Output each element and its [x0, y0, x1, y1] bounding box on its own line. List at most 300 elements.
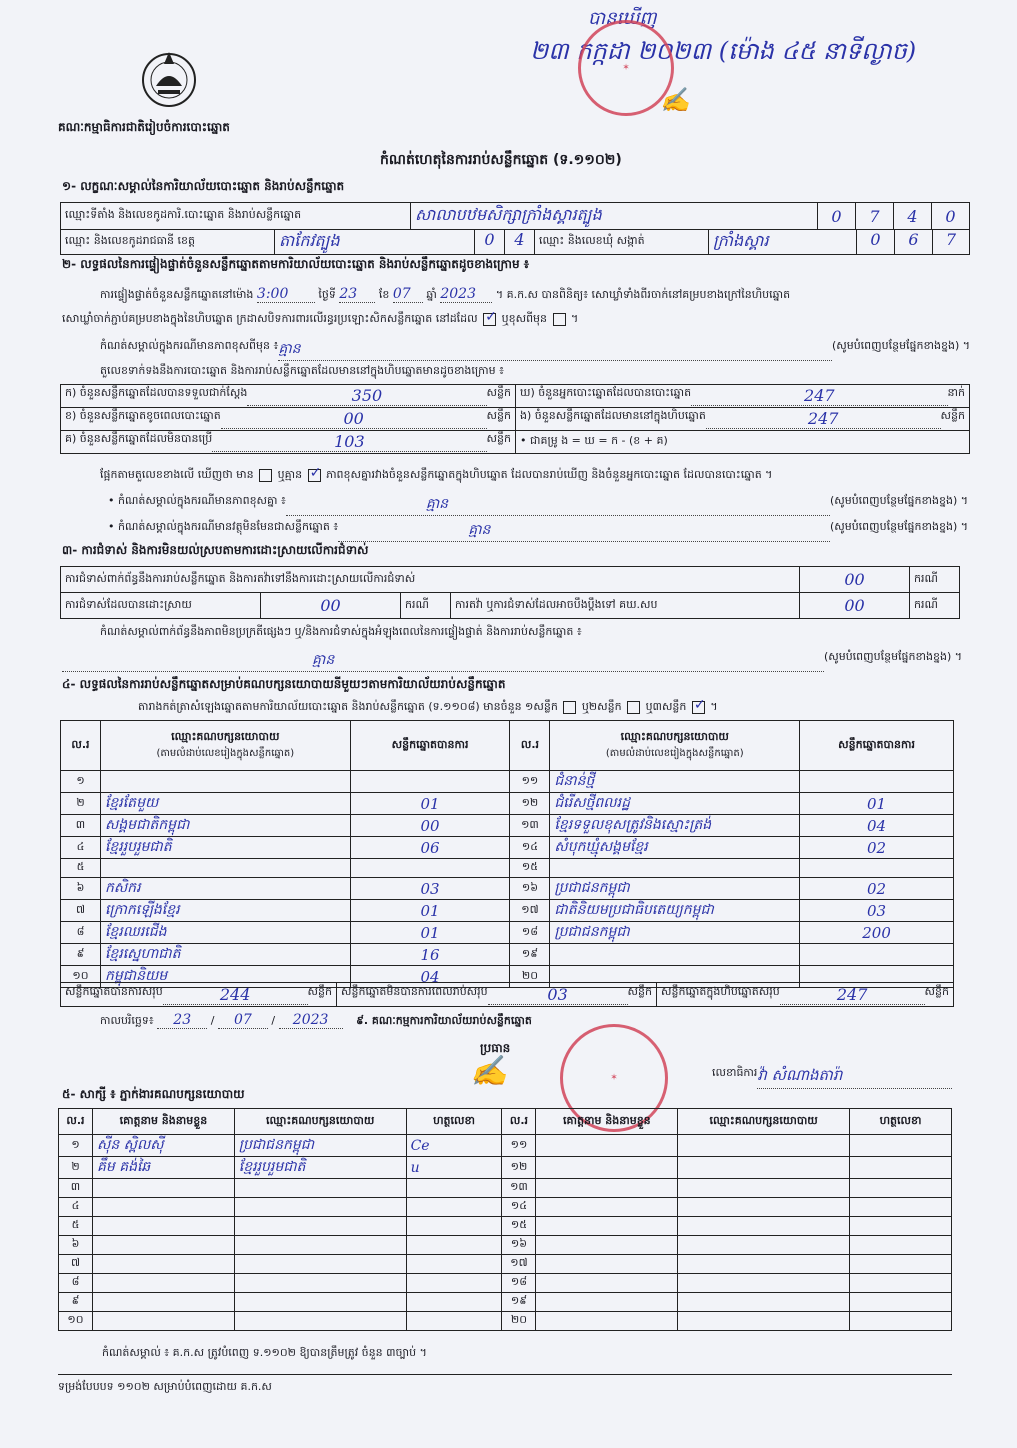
row-number: ៩ [61, 944, 101, 966]
witness-name [92, 1179, 234, 1198]
tally-intro-b: ឬ២សន្លឹក [581, 700, 622, 713]
witness-name [92, 1293, 234, 1312]
party-votes: 04 [350, 966, 510, 988]
verification-line-2 [62, 312, 972, 328]
witness-signature: Ce [406, 1135, 502, 1157]
row-number: ៥ [61, 859, 101, 878]
secretary-label: លេខាធិការ [712, 1066, 758, 1079]
date-day: 23 [157, 1012, 207, 1029]
witness-name [536, 1312, 678, 1331]
spoiled-label: ខ) ចំនួនសន្លឹកឆ្នោតខូចពេលបោះឆ្នោត [65, 409, 221, 422]
witness-party [678, 1312, 850, 1331]
row-number: ១៥ [502, 1217, 536, 1236]
unit-label: សន្លឹក [924, 984, 949, 998]
table-row [59, 1293, 952, 1312]
bullet2-line [108, 520, 968, 542]
total-box-value: 247 [780, 985, 925, 1005]
figures-table [60, 384, 970, 454]
party-name: កម្ពុជានិយម [100, 966, 350, 988]
party-votes [800, 859, 954, 878]
witness-party [678, 1255, 850, 1274]
witness-name [536, 1236, 678, 1255]
col-no: ល.រ [510, 721, 550, 771]
witness-signature [406, 1217, 502, 1236]
year-label: ឆ្នាំ [426, 288, 437, 301]
witness-party [234, 1179, 406, 1198]
row-number: ១១ [502, 1135, 536, 1157]
row-number: ១ [59, 1135, 93, 1157]
row-number: ១០ [61, 966, 101, 988]
no-discrepancy-checkbox[interactable] [308, 469, 321, 482]
party-votes: 02 [800, 837, 954, 859]
irregularity-note: កំណត់សម្គាល់ពាក់ព័ន្ធនឹងភាពមិនប្រក្រតីផ្សេងៗ ឬ/និងការជំទាស់ក្នុងអំឡុងពេលនៃការផ្ទៀងផ្ទាត់ និងការរាប់សន្លឹកឆ្នោត ៖ [100, 625, 582, 638]
change-note-label: កំណត់សម្គាល់ក្នុងករណីមានភាពខុសពីមុន ៖ [100, 339, 279, 352]
witness-signature [406, 1274, 502, 1293]
discrepancy-text-b: ឬគ្មាន [277, 468, 303, 481]
objections-value: 00 [800, 567, 910, 593]
voters-label: ឃ) ចំនួនអ្នកបោះឆ្នោតដែលបានបោះឆ្នោត [520, 386, 692, 399]
row-number: ១៨ [502, 1274, 536, 1293]
row-number: ៣ [61, 815, 101, 837]
witness-name: ស៊ីន ស្ពិលស៊ី [92, 1135, 234, 1157]
formula: • ជាគម្រូ ង = ឃ = ក - (ខ + គ) [516, 431, 970, 454]
table-row [61, 878, 954, 900]
party-name: ខ្មែរស្នេហាជាតិ [100, 944, 350, 966]
party-votes: 03 [800, 900, 954, 922]
row-number: ១៣ [510, 815, 550, 837]
row-number: ៧ [59, 1255, 93, 1274]
verification-text-d: ឬខុសពីមុន [501, 312, 548, 325]
table-row [61, 771, 954, 793]
row-number: ១៩ [510, 944, 550, 966]
col-no: ល.រ [61, 721, 101, 771]
row-number: ១៥ [510, 859, 550, 878]
total-box-label: សន្លឹកឆ្នោតក្នុងហិបឆ្នោតសរុប [661, 984, 780, 998]
unit-case: ករណី [401, 593, 451, 619]
party-name: ខ្មែរតែមួយ [100, 793, 350, 815]
witness-party [678, 1293, 850, 1312]
witness-party [234, 1255, 406, 1274]
table-row [59, 1255, 952, 1274]
doc-title: កំណត់ហេតុនៃការរាប់សន្លឹកឆ្នោត (ទ.១១០២) [380, 152, 622, 168]
has-discrepancy-checkbox[interactable] [259, 469, 272, 482]
location-label: ឈ្មោះទីតាំង និងលេខកូដការិ.បោះឆ្នោត និងរាប់សន្លឹកឆ្នោត [61, 203, 411, 230]
verification-line [100, 286, 970, 304]
month-label: ខែ [378, 288, 390, 301]
location-code-digit: 0 [818, 203, 856, 230]
witness-party [234, 1236, 406, 1255]
bullet1-line [108, 494, 968, 516]
party-name [550, 859, 800, 878]
chair-label: ប្រធាន [480, 1041, 511, 1055]
total-valid-label: សន្លឹកឆ្នោតបានការសរុប [65, 984, 163, 998]
row-number: ១៧ [502, 1255, 536, 1274]
row-number: ១២ [510, 793, 550, 815]
chair-signature-icon: ✍ [470, 1054, 508, 1089]
party-name: ជំនាន់ថ្មី [550, 771, 800, 793]
party-votes: 02 [800, 878, 954, 900]
province-label: ឈ្មោះ និងលេខកូដរាជធានី ខេត្ត [61, 230, 275, 254]
witness-signature [406, 1179, 502, 1198]
witness-party [234, 1293, 406, 1312]
table-row [59, 1312, 952, 1331]
witness-name [536, 1198, 678, 1217]
table-row [61, 793, 954, 815]
party-name: កសិករ [100, 878, 350, 900]
witness-party: ប្រជាជនកម្ពុជា [234, 1135, 406, 1157]
spoiled-value: 00 [221, 409, 487, 429]
col-party-label: ឈ្មោះគណបក្សនយោបាយ [620, 730, 729, 743]
row-number: ២០ [502, 1312, 536, 1331]
row-number: ១៨ [510, 922, 550, 944]
row-number: ១ [61, 771, 101, 793]
section2-title: ២- លទ្ធផលនៃការផ្ទៀងផ្ទាត់ចំនួនសន្លឹកឆ្នោតតាមការិយាល័យបោះឆ្នោត និងរាប់សន្លឹកឆ្នោតដូចខាងក្រោម ៖ [62, 257, 530, 271]
total-invalid-label: សន្លឹកឆ្នោតមិនបានការពេលរាប់សរុប [341, 984, 488, 998]
change-note-line [100, 339, 970, 361]
party-votes [350, 771, 510, 793]
committee-label: ៩. គណៈកម្មការការិយាល័យរាប់សន្លឹកឆ្នោត [356, 1014, 532, 1027]
party-name: ក្រោកឡើងខ្មែរ [100, 900, 350, 922]
col-sign: ហត្ថលេខា [406, 1109, 502, 1135]
party-name [550, 944, 800, 966]
col-no: ល.រ [502, 1109, 536, 1135]
witness-party [678, 1274, 850, 1293]
table-row [61, 859, 954, 878]
table-row [59, 1198, 952, 1217]
row-number: ១៤ [502, 1198, 536, 1217]
witness-signature [850, 1274, 952, 1293]
witness-signature [850, 1198, 952, 1217]
witness-signature [406, 1198, 502, 1217]
table-row [59, 1274, 952, 1293]
witness-signature [406, 1255, 502, 1274]
row-number: ១១ [510, 771, 550, 793]
row-number: ២០ [510, 966, 550, 988]
resolved-label: ការជំទាស់ដែលបានដោះស្រាយ [61, 593, 261, 619]
row-number: ៧ [61, 900, 101, 922]
col-name: គោត្តនាម និងនាមខ្លួន [92, 1109, 234, 1135]
date-month: 07 [218, 1012, 268, 1029]
row-number: ១៧ [510, 900, 550, 922]
witness-signature [850, 1179, 952, 1198]
witness-signature [406, 1236, 502, 1255]
location-code-digit: 7 [856, 203, 894, 230]
verification-end: ។ [571, 312, 579, 325]
official-seal-icon: ✶ [578, 20, 674, 116]
col-party-label: ឈ្មោះគណបក្សនយោបាយ [171, 730, 280, 743]
table-row [61, 922, 954, 944]
commune-value: ក្រាំងស្គារ [709, 230, 857, 254]
location-value: សាលាបឋមសិក្សាក្រាំងស្គារត្បូង [411, 203, 818, 230]
party-name: ប្រជាជនកម្ពុជា [550, 922, 800, 944]
bullet2-label: • កំណត់សម្គាល់ក្នុងករណីមានវត្ថុមិនមែនជាសន្លឹកឆ្នោត ៖ [108, 520, 339, 533]
row-number: ១៩ [502, 1293, 536, 1312]
location-code-digit: 0 [932, 203, 970, 230]
party-votes: 06 [350, 837, 510, 859]
party-name [100, 771, 350, 793]
objections-label: ការជំទាស់ពាក់ព័ន្ធនឹងការរាប់សន្លឹកឆ្នោត និងការតវ៉ាទៅនឹងការដោះស្រាយលើការជំទាស់ [61, 567, 800, 593]
verification-month: 07 [393, 286, 423, 303]
witness-signature [850, 1293, 952, 1312]
province-value: តាកែវត្បូង [275, 230, 475, 254]
appeal-value: 00 [800, 593, 910, 619]
form-footer: ទម្រង់បែបបទ ១១០២ សម្រាប់បំពេញដោយ គ.ក.ស [58, 1380, 272, 1393]
one-sheet-checkbox[interactable] [563, 701, 576, 714]
witness-signature: u [406, 1157, 502, 1179]
witness-party [678, 1157, 850, 1179]
witness-party [678, 1217, 850, 1236]
unit-label: សន្លឹក [307, 984, 332, 998]
tally-intro-a: តារាងកត់ត្រាសំឡេងឆ្នោតតាមការិយាល័យបោះឆ្នោត និងរាប់សន្លឹកឆ្នោត (ទ.១១០៨) មានចំនួន ១សន្លឹក [138, 700, 558, 713]
footer-divider [58, 1374, 952, 1375]
col-party-sub: (តាមលំដាប់លេខរៀងក្នុងសន្លឹកឆ្នោត) [156, 748, 295, 759]
witness-party [234, 1274, 406, 1293]
three-sheet-checkbox[interactable] [692, 701, 705, 714]
row-number: ២ [61, 793, 101, 815]
table-row [59, 1217, 952, 1236]
bullet2-value: គ្មាន [338, 520, 830, 542]
unused-value: 103 [212, 432, 486, 452]
party-name: ខ្មែរទទួលខុសត្រូវនិងស្មោះត្រង់ [550, 815, 800, 837]
org-name: គណៈកម្មាធិការជាតិរៀបចំការបោះឆ្នោត [58, 120, 230, 134]
unit-case: ករណី [910, 567, 960, 593]
verification-text-c: សោឃ្លាំចាក់ភ្ជាប់គម្របខាងក្នុងនៃហិបឆ្នោត ក្រដាសបិទការពារលើរន្ធរប្រឡោះសិកសន្លឹកឆ្នោត នៅដដែល [62, 312, 478, 325]
verification-text: ការផ្ទៀងផ្ទាត់ចំនួនសន្លឹកឆ្នោតនៅម៉ោង [100, 288, 254, 301]
handwritten-note: ២៣ កក្កដា ២០២៣ (ម៉ោង ៤៥ នាទីល្ងាច) [530, 37, 917, 65]
day-label: ថ្ងៃទី [318, 288, 336, 301]
witness-name [536, 1179, 678, 1198]
unit-label: សន្លឹក [486, 409, 511, 422]
party-votes: 200 [800, 922, 954, 944]
witness-name [92, 1255, 234, 1274]
discrepancy-text-c: ភាពខុសគ្នារវាងចំនួនសន្លឹកឆ្នោតក្នុងហិបឆ្នោត ដែលបានរាប់ឃើញ និងចំនួនអ្នកបោះឆ្នោត ដែលបានបោះឆ្នោត ។ [326, 468, 773, 481]
witness-name [92, 1217, 234, 1236]
party-name [100, 859, 350, 878]
row-number: ២ [59, 1157, 93, 1179]
party-votes: 00 [350, 815, 510, 837]
secretary-name: វ៉ា សំណាងតារ៉ា [757, 1066, 952, 1089]
received-value: 350 [247, 386, 486, 406]
row-number: ១៣ [502, 1179, 536, 1198]
change-note-value: គ្មាន [278, 339, 832, 361]
party-name: ខ្មែរឈរជើង [100, 922, 350, 944]
verification-day: 23 [339, 286, 375, 303]
changed-checkbox[interactable] [553, 313, 566, 326]
location-table [60, 202, 970, 255]
witness-party [678, 1179, 850, 1198]
row-number: ៩ [59, 1293, 93, 1312]
commune-code-digit: 6 [895, 230, 933, 254]
date-year: 2023 [279, 1012, 343, 1029]
secretary-line [712, 1066, 952, 1089]
witness-party: ខ្មែររួបរួមជាតិ [234, 1157, 406, 1179]
witness-name: គឹម គង់ឆៃ [92, 1157, 234, 1179]
same-checkbox[interactable] [483, 313, 496, 326]
witness-signature [850, 1217, 952, 1236]
row-number: ៤ [59, 1198, 93, 1217]
witness-signature [850, 1312, 952, 1331]
party-votes: 01 [350, 900, 510, 922]
objections-table [60, 566, 960, 619]
province-code-digit: 0 [475, 230, 505, 254]
witness-name [92, 1274, 234, 1293]
party-name: ជំរើសថ្មីពលរដ្ឋ [550, 793, 800, 815]
col-party [100, 721, 350, 771]
unit-label: សន្លឹក [940, 409, 965, 422]
irregularity-value: គ្មាន [62, 650, 824, 672]
witness-name [536, 1217, 678, 1236]
tally-intro [138, 700, 958, 716]
table-row [61, 900, 954, 922]
witness-name [536, 1274, 678, 1293]
committee-seal-icon: ✶ [560, 1024, 668, 1132]
voters-value: 247 [691, 386, 947, 406]
fill-hint: (សូមបំពេញបន្ថែមផ្នែកខាងខ្នង) ។ [823, 650, 962, 663]
province-code-digit: 4 [505, 230, 535, 254]
party-votes [800, 771, 954, 793]
witness-name [536, 1293, 678, 1312]
col-party-sub: (តាមលំដាប់លេខរៀងក្នុងសន្លឹកឆ្នោត) [605, 748, 744, 759]
irregularity-line [62, 650, 962, 672]
unit-label: សន្លឹក [627, 984, 652, 998]
party-votes: 01 [350, 922, 510, 944]
witness-party [234, 1217, 406, 1236]
row-number: ១២ [502, 1157, 536, 1179]
witness-party [678, 1135, 850, 1157]
witness-party [234, 1312, 406, 1331]
section4-title: ៤- លទ្ធផលនៃការរាប់សន្លឹកឆ្នោតសម្រាប់គណបក្សនយោបាយនីមួយៗតាមការិយាល័យរាប់សន្លឹកឆ្នោត [62, 677, 506, 691]
fill-hint: (សូមបំពេញបន្ថែមផ្នែកខាងខ្នង) ។ [829, 494, 968, 507]
fill-hint: (សូមបំពេញបន្ថែមផ្នែកខាងខ្នង) ។ [831, 339, 970, 352]
party-name: សង្គមជាតិកម្ពុជា [100, 815, 350, 837]
discrepancy-text-a: ផ្អែកតាមតួលេខខាងលើ ឃើញថា មាន [100, 468, 254, 481]
nec-emblem-icon [138, 46, 200, 112]
tally-intro-c: ឬ៣សន្លឹក [645, 700, 687, 713]
results-table [60, 720, 954, 988]
row-number: ៥ [59, 1217, 93, 1236]
total-invalid-value: 03 [488, 985, 628, 1005]
row-number: ៤ [61, 837, 101, 859]
party-name: ខ្មែររួបរួមជាតិ [100, 837, 350, 859]
col-sign: ហត្ថលេខា [850, 1109, 952, 1135]
witness-signature [406, 1293, 502, 1312]
row-number: ១៦ [502, 1236, 536, 1255]
received-label: ក) ចំនួនសន្លឹកឆ្នោតដែលបានទទួលជាក់ស្តែង [65, 386, 248, 399]
party-votes: 01 [350, 793, 510, 815]
witness-name [92, 1198, 234, 1217]
footer-note: កំណត់សម្គាល់ ៖ គ.ក.ស ត្រូវបំពេញ ទ.១១០២ ឱ្យបានត្រឹមត្រូវ ចំនួន ៣ច្បាប់ ។ [102, 1346, 427, 1359]
witness-name [536, 1255, 678, 1274]
commune-code-digit: 0 [857, 230, 895, 254]
table-row [59, 1135, 952, 1157]
section1-title: ១- លក្ខណៈសម្គាល់នៃការិយាល័យបោះឆ្នោត និងរាប់សន្លឹកឆ្នោត [62, 179, 345, 193]
unit-label: សន្លឹក [486, 386, 511, 399]
witness-signature [850, 1236, 952, 1255]
row-number: ១០ [59, 1312, 93, 1331]
table-row [61, 815, 954, 837]
party-votes: 04 [800, 815, 954, 837]
in-box-value: 247 [706, 409, 941, 429]
table-row [61, 944, 954, 966]
resolved-value: 00 [261, 593, 401, 619]
party-name: សំបុកឃ្មុំសង្គមខ្មែរ [550, 837, 800, 859]
col-party: ឈ្មោះគណបក្សនយោបាយ [234, 1109, 406, 1135]
verification-text-b: ។ គ.ក.ស បានពិនិត្យ៖ សោឃ្លាំទាំងពីរចាក់នៅគម្របខាងក្រៅនៃហិបឆ្នោត [495, 288, 791, 301]
handwritten-top: បានឃើញ [588, 8, 657, 29]
col-party: ឈ្មោះគណបក្សនយោបាយ [678, 1109, 850, 1135]
unused-label: គ) ចំនួនសន្លឹកឆ្នោតដែលមិនបានប្រើ [65, 432, 213, 445]
party-votes: 03 [350, 878, 510, 900]
unit-case: ករណី [910, 593, 960, 619]
appeal-label: ការតវ៉ា ឬការជំទាស់ដែលអាចបឹងប្ដឹងទៅ គឃ.សប [451, 593, 800, 619]
discrepancy-line [100, 468, 970, 484]
row-number: ៣ [59, 1179, 93, 1198]
verification-year: 2023 [440, 286, 492, 303]
section5-title: ៥- សាក្សី ៖ ភ្នាក់ងារគណបក្សនយោបាយ [62, 1087, 245, 1101]
col-no: ល.រ [59, 1109, 93, 1135]
location-code-digit: 4 [894, 203, 932, 230]
bullet1-label: • កំណត់សម្គាល់ក្នុងករណីមានភាពខុសគ្នា ៖ [108, 494, 286, 507]
in-box-label: ង) ចំនួនសន្លឹកឆ្នោតដែលមាននៅក្នុងហិបឆ្នោត [520, 409, 706, 422]
date-label: កាលបរិច្ឆេទ៖ [100, 1014, 154, 1027]
commune-label: ឈ្មោះ និងលេខឃុំ សង្កាត់ [535, 230, 709, 254]
witness-name [536, 1157, 678, 1179]
col-party [550, 721, 800, 771]
verification-time: 3:00 [257, 286, 315, 303]
date-line: កាលបរិច្ឆេទ៖ 23 / 07 / 2023 ៩. គណៈកម្មការការិយាល័យរាប់សន្លឹកឆ្នោត [100, 1012, 532, 1028]
col-votes: សន្លឹកឆ្នោតបានការ [350, 721, 510, 771]
signature-icon: ✍ [660, 86, 690, 114]
party-name: ជាតិនិយមប្រជាធិបតេយ្យកម្ពុជា [550, 900, 800, 922]
witness-name [536, 1135, 678, 1157]
witness-name [92, 1312, 234, 1331]
witness-table [58, 1108, 952, 1331]
table-row [59, 1157, 952, 1179]
row-number: ៨ [61, 922, 101, 944]
row-number: ៦ [61, 878, 101, 900]
party-name: ប្រជាជនកម្ពុជា [550, 878, 800, 900]
unit-label: នាក់ [947, 386, 965, 399]
table-row [59, 1236, 952, 1255]
witness-party [678, 1198, 850, 1217]
party-votes: 16 [350, 944, 510, 966]
section3-title: ៣- ការជំទាស់ និងការមិនយល់ស្របតាមការដោះស្រាយលើការជំទាស់ [62, 543, 369, 557]
row-number: ៨ [59, 1274, 93, 1293]
col-name: គោត្តនាម និងនាមខ្លួន [536, 1109, 678, 1135]
row-number: ៦ [59, 1236, 93, 1255]
two-sheet-checkbox[interactable] [627, 701, 640, 714]
party-votes [800, 944, 954, 966]
unit-label: សន្លឹក [486, 432, 511, 445]
party-votes: 01 [800, 793, 954, 815]
commune-code-digit: 7 [945, 230, 957, 249]
totals-table [60, 982, 954, 1007]
witness-name [92, 1236, 234, 1255]
witness-signature [850, 1135, 952, 1157]
figures-intro: តួលេខទាក់ទងនឹងការបោះឆ្នោត និងការរាប់សន្លឹកឆ្នោតដែលមាននៅក្នុងហិបឆ្នោតមានដូចខាងក្រោម ៖ [100, 364, 504, 377]
party-votes [350, 859, 510, 878]
witness-signature [406, 1312, 502, 1331]
tally-intro-end: ។ [710, 700, 718, 713]
witness-party [234, 1198, 406, 1217]
witness-signature [850, 1157, 952, 1179]
col-votes: សន្លឹកឆ្នោតបានការ [800, 721, 954, 771]
row-number: ១៤ [510, 837, 550, 859]
bullet1-value: គ្មាន [286, 494, 830, 516]
witness-signature [850, 1255, 952, 1274]
fill-hint: (សូមបំពេញបន្ថែមផ្នែកខាងខ្នង) ។ [829, 520, 968, 533]
table-row [59, 1179, 952, 1198]
